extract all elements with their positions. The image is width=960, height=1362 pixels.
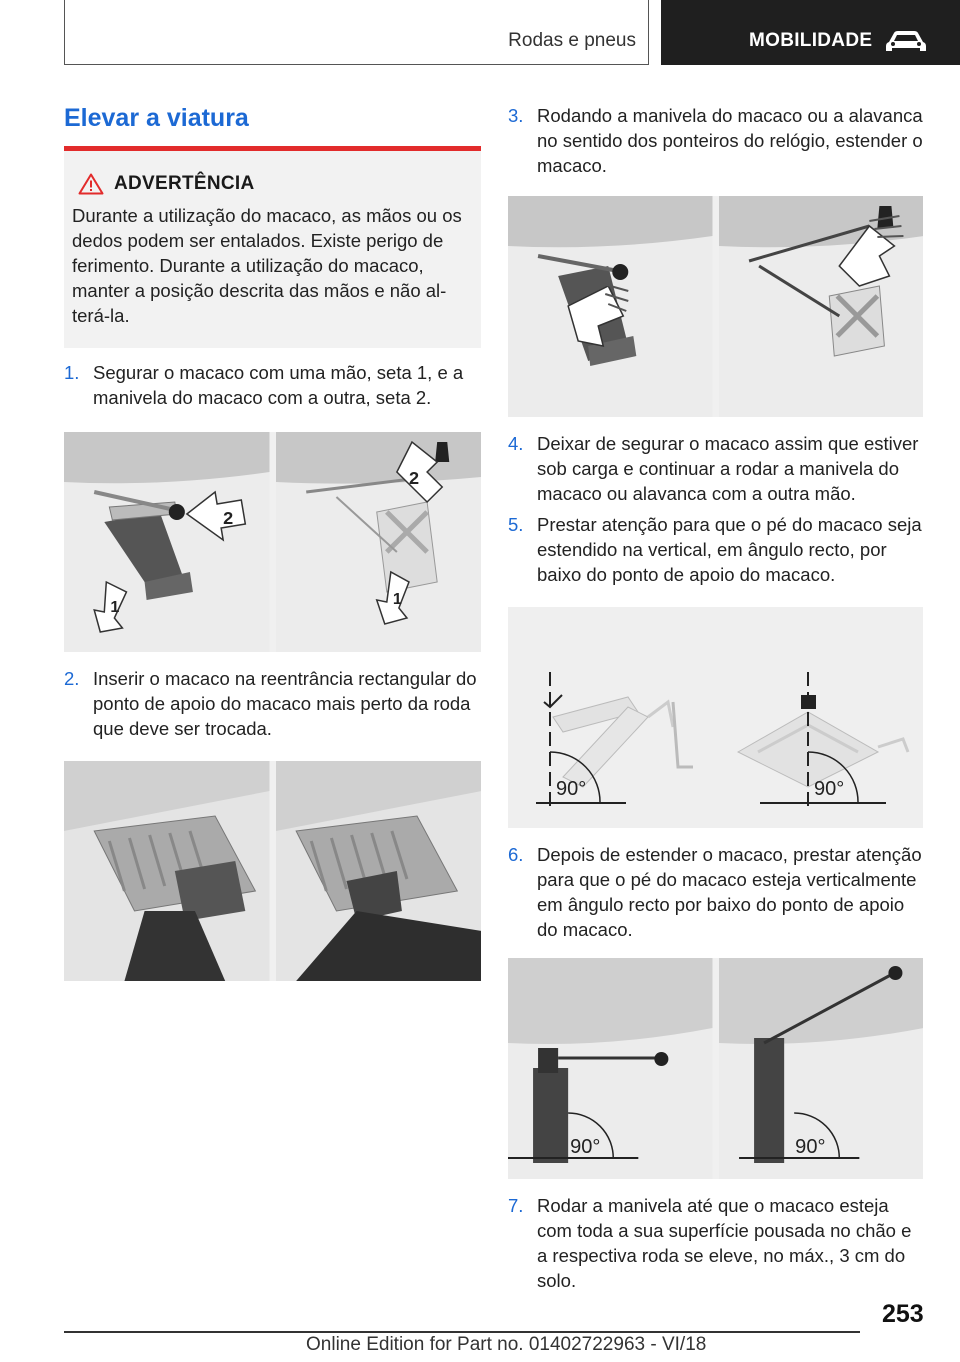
step-item — [508, 512, 923, 587]
step-number: 4. — [508, 433, 524, 454]
figure-panel — [276, 761, 482, 981]
section-title: Rodas e pneus — [508, 30, 636, 51]
angle-label: 90° — [794, 1136, 826, 1158]
step-text: Rodar a manivela até que o macaco esteja com toda a sua superfície pousada no chão e a respectiva roda se eleve, no máx., 3 cm do solo. — [537, 1195, 912, 1291]
figure-check-angle — [508, 958, 923, 1179]
warning-box — [64, 151, 481, 348]
figure-panel — [719, 196, 924, 417]
header-chapter-tab — [661, 0, 960, 65]
figure-hold-jack — [64, 432, 481, 652]
header-section-box — [64, 0, 649, 65]
figure-panel — [508, 958, 713, 1179]
angle-label: 90° — [814, 778, 845, 800]
step-number: 3. — [508, 105, 524, 126]
step-text: Inserir o macaco na reentrância rectangular do ponto de apoio do macaco mais perto da roda que deve ser trocada. — [93, 668, 477, 739]
chapter-title: MOBILIDADE — [749, 30, 873, 51]
figure-extend-jack — [508, 196, 923, 417]
figure-panel — [508, 607, 923, 828]
figure-panel — [508, 196, 713, 417]
car-icon — [885, 28, 927, 54]
arrow-label: 1 — [110, 598, 120, 616]
step-number: 5. — [508, 514, 524, 535]
step-text: Rodando a manivela do macaco ou a alavanca no sentido dos ponteiros do relógio, estender o macaco. — [537, 105, 923, 176]
step-item — [64, 360, 481, 410]
step-text: Prestar atenção para que o pé do macaco seja estendido na vertical, em ângulo recto, por baixo do ponto de apoio do macaco. — [537, 514, 922, 585]
step-item — [508, 1193, 923, 1293]
step-text: Depois de estender o macaco, prestar atenção para que o pé do macaco esteja verticalmente em ângulo recto por baixo do ponto de apoio do macaco. — [537, 844, 922, 940]
arrow-label: 2 — [408, 468, 419, 488]
figure-panel — [64, 761, 270, 981]
warning-triangle-icon — [78, 173, 104, 195]
step-item — [508, 431, 923, 506]
right-column — [508, 100, 923, 1293]
angle-label: 90° — [570, 1136, 601, 1158]
figure-insert-jack — [64, 761, 481, 981]
step-item — [508, 103, 923, 178]
page-number: 253 — [882, 1300, 924, 1328]
step-number: 2. — [64, 668, 80, 689]
figure-panel — [719, 958, 924, 1179]
step-item — [64, 666, 481, 741]
warning-header — [78, 173, 469, 195]
angle-label: 90° — [556, 778, 587, 800]
figure-vertical-angle — [508, 607, 923, 828]
step-number: 1. — [64, 362, 80, 383]
warning-text: Durante a utilização do macaco, as mãos ou os dedos podem ser entalados. Existe perigo de ferimento. Durante a utilização do macaco, manter a posição descrita das mãos e não alterá-la. — [72, 205, 462, 326]
footer-divider — [64, 1331, 860, 1333]
step-item — [508, 842, 923, 942]
footer-edition-text: Online Edition for Part no. 01402722963 - VI/18 — [306, 1334, 707, 1355]
left-column — [64, 100, 481, 981]
arrow-label: 1 — [392, 590, 402, 608]
arrow-label: 2 — [223, 508, 234, 528]
figure-panel — [64, 432, 270, 652]
step-number: 7. — [508, 1195, 524, 1216]
page-title: Elevar a viatura — [64, 104, 249, 132]
figure-panel — [276, 432, 482, 652]
warning-title: ADVERTÊNCIA — [114, 173, 255, 194]
step-number: 6. — [508, 844, 524, 865]
step-text: Segurar o macaco com uma mão, seta 1, e a manivela do macaco com a outra, seta 2. — [93, 362, 464, 408]
step-text: Deixar de segurar o macaco assim que estiver sob carga e continuar a rodar a manivela do macaco ou alavanca com a outra mão. — [537, 433, 919, 504]
